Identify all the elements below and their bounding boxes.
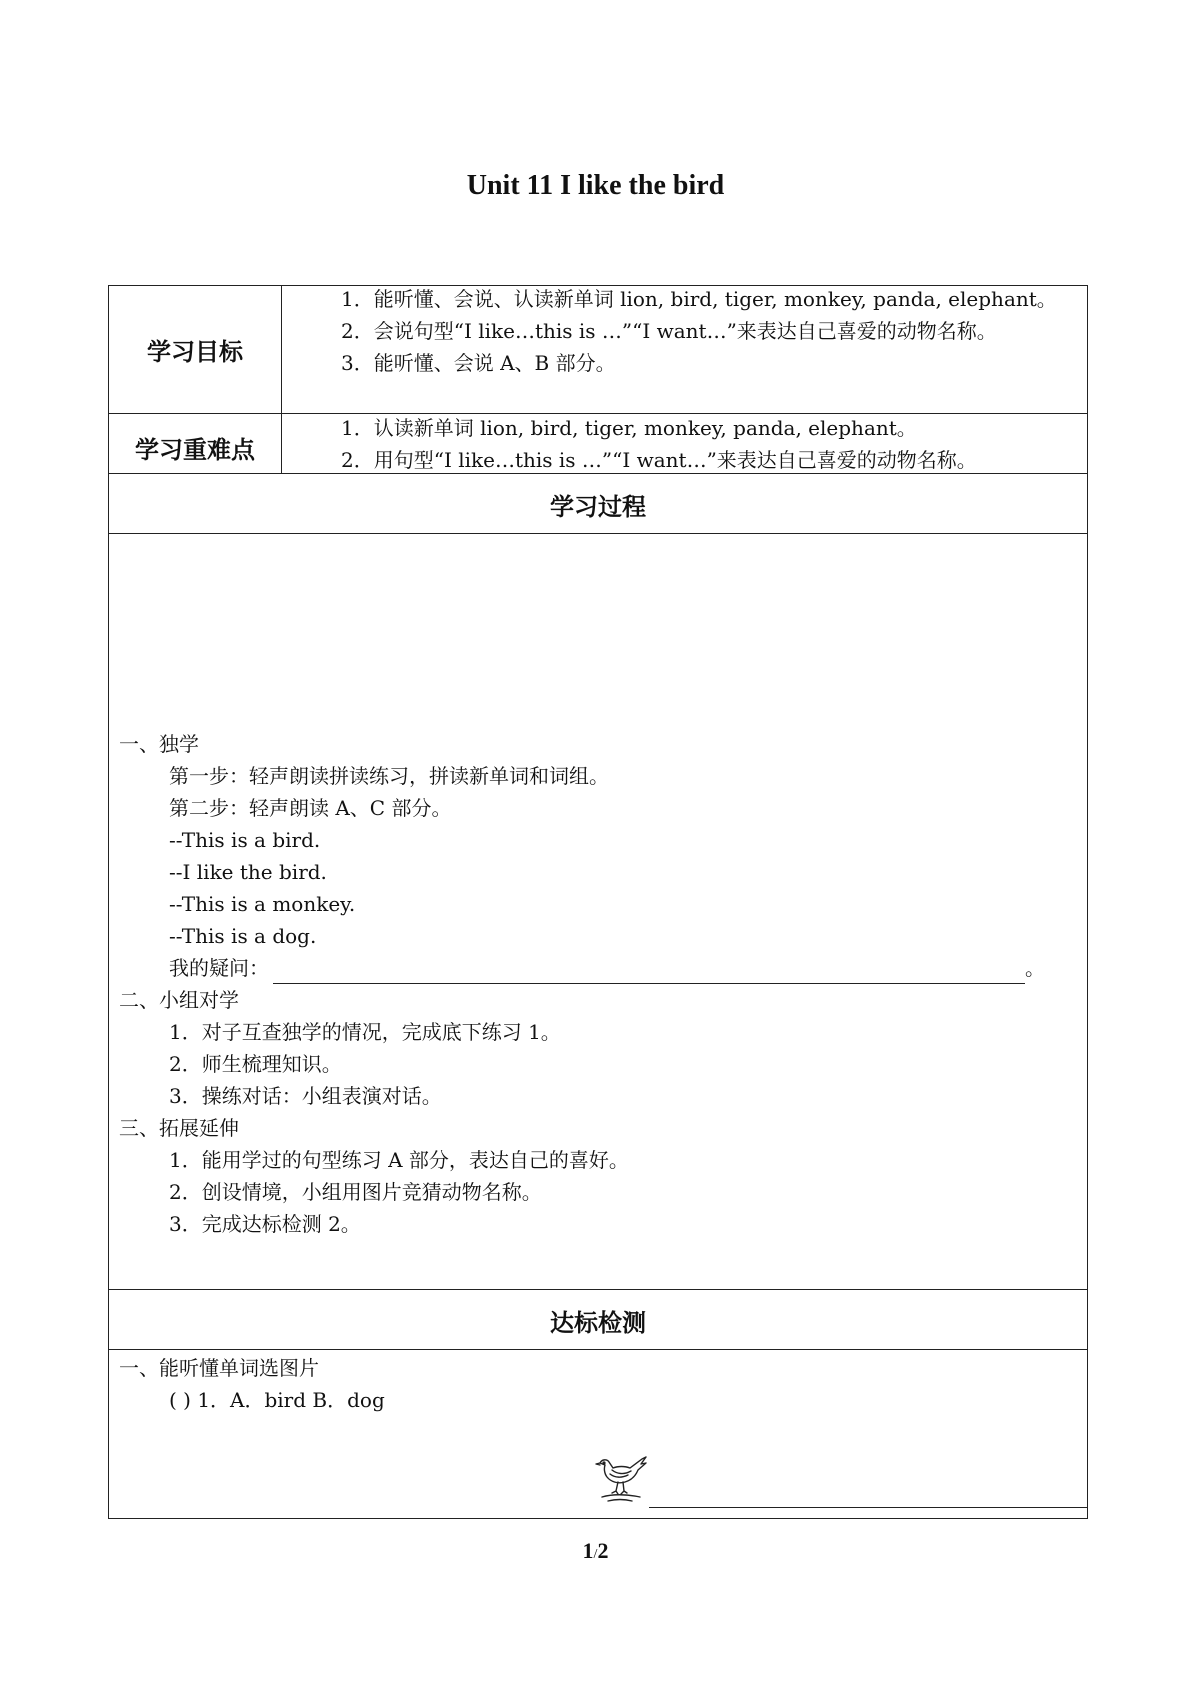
question-line: [119, 952, 1077, 984]
test-heading: 达标检测: [550, 1309, 646, 1337]
row-divider: [109, 1289, 1087, 1290]
process-line: 1．对子互查独学的情况，完成底下练习 1。: [169, 1020, 561, 1044]
dialogue-line: --This is a monkey.: [169, 892, 356, 916]
keypoints-content: [291, 412, 1077, 476]
process-line: 2．创设情境，小组用图片竞猜动物名称。: [169, 1180, 542, 1204]
process-line: 第一步：轻声朗读拼读练习，拼读新单词和词组。: [169, 764, 609, 788]
page-separator: /: [593, 1547, 598, 1562]
bird-picture: [594, 1453, 650, 1505]
process-body: [119, 728, 1077, 1240]
row-divider: [109, 533, 1087, 534]
goal-item: 2．会说句型“I like…this is …”“I want…”来表达自己喜爱的动物名称。: [341, 319, 997, 343]
process-line: 2．师生梳理知识。: [169, 1052, 342, 1076]
process-heading: 学习过程: [550, 493, 646, 521]
keypoint-item: 1．认读新单词 lion, bird, tiger, monkey, panda, elephant。: [341, 416, 917, 440]
goals-label: 学习目标: [147, 338, 243, 366]
question-end: 。: [1025, 956, 1045, 980]
goal-item: 3．能听懂、会说 A、B 部分。: [341, 351, 616, 375]
dialogue-line: --This is a dog.: [169, 924, 317, 948]
goal-item: 1．能听懂、会说、认读新单词 lion, bird, tiger, monkey, panda, elephant。: [341, 287, 1057, 311]
dialogue-line: --I like the bird.: [169, 860, 327, 884]
question-blank[interactable]: [273, 961, 1025, 984]
dialogue-line: --This is a bird.: [169, 828, 321, 852]
process-section-title: 二、小组对学: [119, 988, 239, 1012]
answer-line: [649, 1507, 1087, 1508]
process-line: 1．能用学过的句型练习 A 部分，表达自己的喜好。: [169, 1148, 629, 1172]
page-total: 2: [597, 1538, 609, 1563]
row-divider: [109, 1349, 1087, 1350]
page-number: [0, 1538, 1191, 1564]
test-question[interactable]: ( ) 1．A．bird B．dog: [169, 1388, 385, 1412]
lesson-table: [108, 285, 1088, 1519]
page-title: Unit 11 I like the bird: [466, 170, 725, 201]
question-label: 我的疑问：: [169, 956, 269, 980]
keypoints-label: 学习重难点: [135, 436, 255, 464]
test-section-title: 一、能听懂单词选图片: [119, 1356, 319, 1380]
column-divider: [281, 286, 282, 473]
process-section-title: 三、拓展延伸: [119, 1116, 239, 1140]
process-line: 3．操练对话：小组表演对话。: [169, 1084, 442, 1108]
process-section-title: 一、独学: [119, 732, 199, 756]
test-body: [119, 1352, 1077, 1416]
page-current: 1: [582, 1538, 594, 1563]
keypoint-item: 2．用句型“I like…this is …”“I want…”来表达自己喜爱的动物名称。: [341, 448, 977, 472]
process-line: 3．完成达标检测 2。: [169, 1212, 361, 1236]
goals-content: [291, 283, 1077, 379]
process-line: 第二步：轻声朗读 A、C 部分。: [169, 796, 452, 820]
